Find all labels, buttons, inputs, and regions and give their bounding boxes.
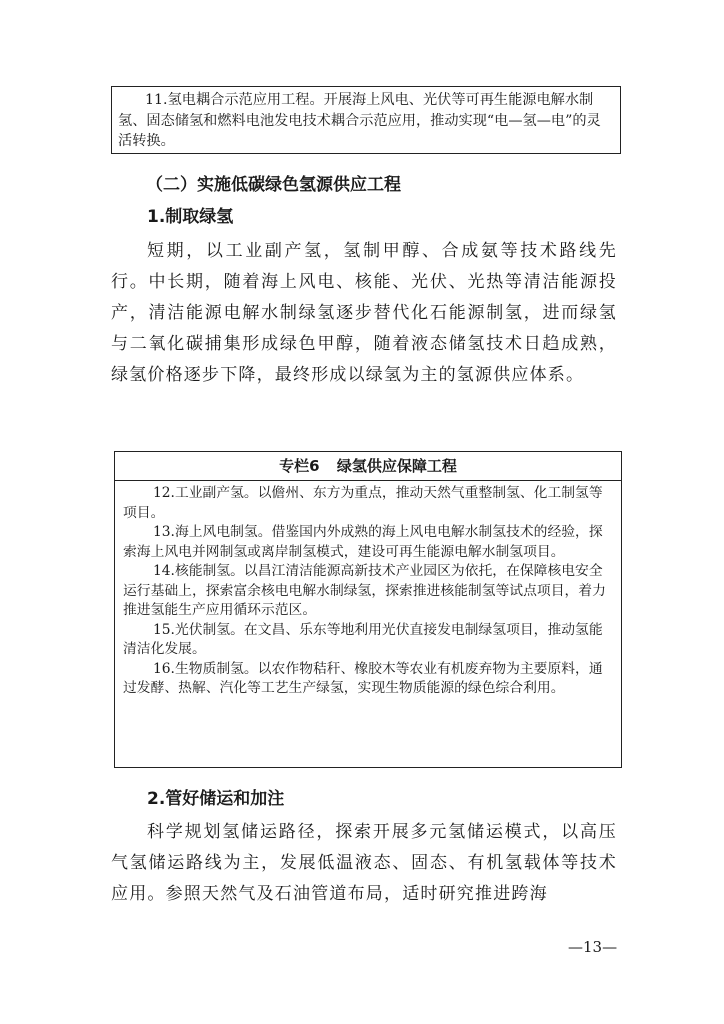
paragraph-text: 短期，以工业副产氢，氢制甲醇、合成氨等技术路线先行。中长期，随着海上风电、核能、光伏、光热等清洁能源投产，清洁能源电解水制绿氢逐步替代化石能源制氢，进而绿氢与二氧化碳捕集形成绿色甲醇，随着液态储氢技术日趋成熟，绿氢价格逐步下降，最终形成以绿氢为主的氢源供应体系。 <box>111 241 617 385</box>
subsection-heading-2: 2.管好储运和加注 <box>147 789 285 809</box>
column-item-13: 13.海上风电制氢。借鉴国内外成熟的海上风电电解水制氢技术的经验，探索海上风电并网制氢或离岸制氢模式，建设可再生能源电解水制氢项目。 <box>123 524 603 560</box>
box-item-11: 11.氢电耦合示范应用工程。开展海上风电、光伏等可再生能源电解水制氢、固态储氢和燃料电池发电技术耦合示范应用，推动实现“电—氢—电”的灵活转换。 <box>118 92 601 149</box>
column-item-15: 15.光伏制氢。在文昌、乐东等地利用光伏直接发电制绿氢项目，推动氢能清洁化发展。 <box>123 621 603 657</box>
column-title-text: 绿氢供应保障工程 <box>336 457 457 475</box>
column-content <box>115 481 621 699</box>
column-title <box>115 452 621 481</box>
column-item-14: 14.核能制氢。以昌江清洁能源高新技术产业园区为依托，在保障核电安全运行基础上，探索富余核电电解水制绿氢，探索推进核能制氢等试点项目，着力推进氢能生产应用循环示范区。 <box>123 563 606 618</box>
column-label: 专栏6 <box>279 457 320 475</box>
paragraph-storage-transport <box>111 817 617 910</box>
column-item-12: 12.工业副产氢。以儋州、东方为重点，推动天然气重整制氢、化工制氢等项目。 <box>123 485 603 521</box>
column-item-16: 16.生物质制氢。以农作物秸秆、橡胶木等农业有机废弃物为主要原料，通过发酵、热解、汽化等工艺生产绿氢，实现生物质能源的绿色综合利用。 <box>123 660 603 696</box>
column-box-6 <box>114 451 622 768</box>
paragraph-green-hydrogen <box>111 236 617 391</box>
paragraph-text: 科学规划氢储运路径，探索开展多元氢储运模式，以高压气氢储运路线为主，发展低温液态、固态、有机氢载体等技术应用。参照天然气及石油管道布局，适时研究推进跨海 <box>111 822 617 904</box>
subsection-heading-1: 1.制取绿氢 <box>147 207 234 227</box>
project-box-11 <box>111 86 621 154</box>
page-number: —13— <box>568 938 618 956</box>
section-heading: （二）实施低碳绿色氢源供应工程 <box>146 175 401 195</box>
